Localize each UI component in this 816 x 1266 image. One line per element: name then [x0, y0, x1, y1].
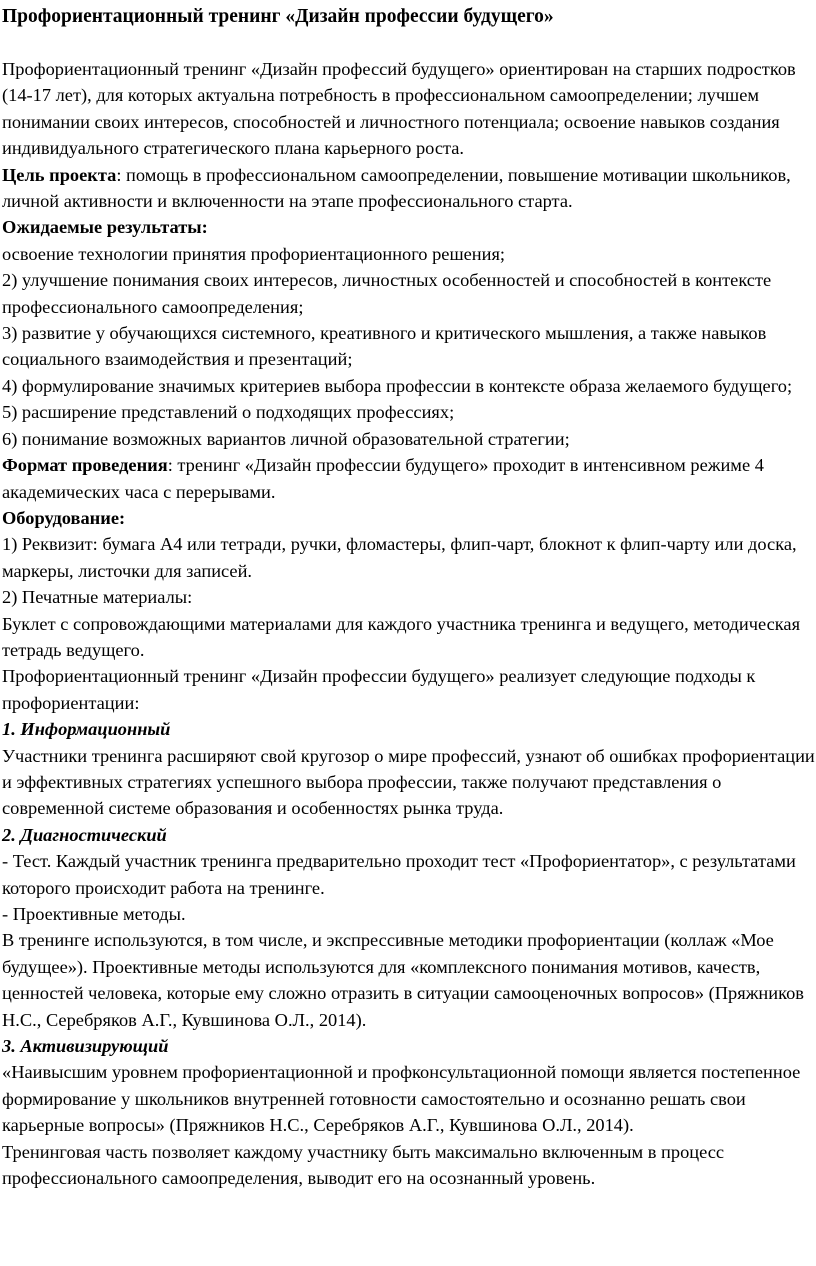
equipment-item: 1) Реквизит: бумага А4 или тетради, ручки, фломастеры, флип-чарт, блокнот к флип-чарту или доска, маркеры, листочки для записей.	[2, 534, 797, 581]
format-paragraph	[2, 452, 816, 505]
approach-paragraph: В тренинге используются, в том числе, и экспрессивные методики профориентации (коллаж «Мое будущее»). Проективные методы используются для «комплексного понимания мотивов, качеств, ценностей человека, которые ему сложно отразить в ситуации самооценочных вопросов» (Пряжников Н.С., Серебряков А.Г., Кувшинова О.Л., 2014).	[2, 930, 804, 1030]
goal-text: : помощь в профессиональном самоопределении, повышение мотивации школьников, личной активности и включенности на этапе профессионального старта.	[2, 164, 791, 212]
format-label: Формат проведения	[2, 455, 168, 476]
results-item: освоение технологии принятия профориентационного решения;	[2, 243, 506, 264]
results-heading: Ожидаемые результаты:	[2, 217, 208, 238]
approach-paragraph: Участники тренинга расширяют свой кругозор о мире профессий, узнают об ошибках профориентации и эффективных стратегиях успешного выбора профессии, также получают представления о современной системе образования и особенностях рынка труда.	[2, 745, 815, 819]
approaches-intro: Профориентационный тренинг «Дизайн профессии будущего» реализует следующие подходы к профориентации:	[2, 666, 756, 713]
approach-heading-informational: 1. Информационный	[2, 719, 171, 740]
results-item: 4) формулирование значимых критериев выбора профессии в контексте образа желаемого будущего;	[2, 375, 793, 396]
format-text: : тренинг «Дизайн профессии будущего» проходит в интенсивном режиме 4 академических часа с перерывами.	[2, 455, 764, 502]
document-title: Профориентационный тренинг «Дизайн профессии будущего»	[2, 6, 554, 27]
equipment-item: Буклет с сопровождающими материалами для каждого участника тренинга и ведущего, методическая тетрадь ведущего.	[2, 613, 801, 660]
equipment-heading: Оборудование:	[2, 507, 126, 528]
approach-paragraph: Тренинговая часть позволяет каждому участнику быть максимально включенным в процесс профессионального самоопределения, выводит его на осознанный уровень.	[2, 1141, 725, 1189]
intro-paragraph: Профориентационный тренинг «Дизайн профессий будущего» ориентирован на старших подростков (14-17 лет), для которых актуальна потребность в профессиональном самоопределении; лучшем понимании своих интересов, способностей и личностного потенциала; освоение навыков создания индивидуального стратегического плана карьерного роста.	[2, 59, 796, 159]
results-item: 5) расширение представлений о подходящих профессиях;	[2, 402, 455, 423]
goal-label: Цель проекта	[2, 164, 117, 185]
results-item: 2) улучшение понимания своих интересов, личностных особенностей и способностей в контексте профессионального самоопределения;	[2, 270, 772, 317]
approach-paragraph: - Проективные методы.	[2, 904, 186, 924]
approach-paragraph: - Тест. Каждый участник тренинга предварительно проходит тест «Профориентатор», с результатами которого происходит работа на тренинге.	[2, 851, 796, 898]
approach-heading-diagnostic: 2. Диагностический	[2, 824, 167, 845]
results-item: 6) понимание возможных вариантов личной образовательной стратегии;	[2, 428, 570, 449]
approach-paragraph: «Наивысшим уровнем профориентационной и профконсультационной помощи является постепенное формирование у школьников внутренней готовности самостоятельно и осознанно решать свои карьерные вопросы» (Пряжников Н.С., Серебряков А.Г., Кувшинова О.Л., 2014).	[2, 1062, 801, 1136]
approach-heading-activating: 3. Активизирующий	[2, 1036, 169, 1057]
results-item: 3) развитие у обучающихся системного, креативного и критического мышления, а также навыков социального взаимодействия и презентаций;	[2, 323, 767, 370]
equipment-item: 2) Печатные материалы:	[2, 587, 193, 608]
goal-paragraph	[2, 162, 816, 215]
